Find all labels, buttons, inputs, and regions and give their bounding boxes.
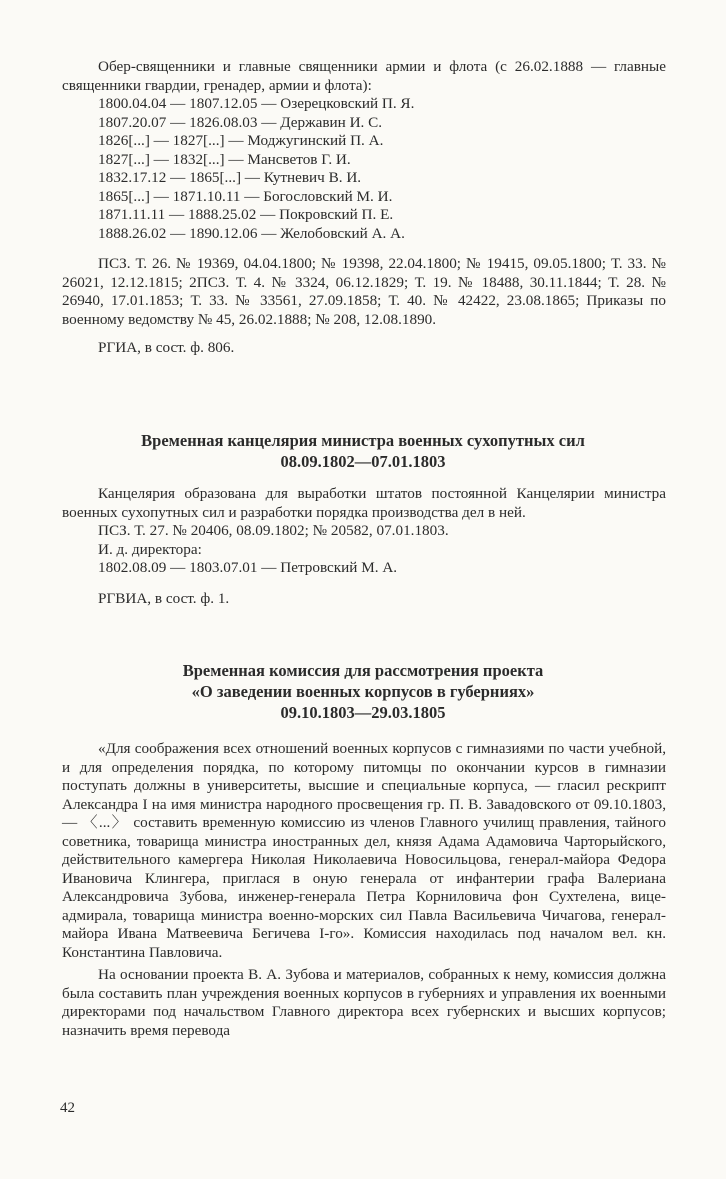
list-item: 1827[...] — 1832[...] — Мансветов Г. И. — [98, 150, 351, 168]
section1-sources: ПСЗ. Т. 26. № 19369, 04.04.1800; № 19398, 22.04.1800; № 19415, 09.05.1800; Т. 33. № 26021, 12.12.1815; 2ПСЗ. Т. 4. № 3324, 06.12.1829; Т. 19. № 18488, 30.11.1844; Т. 28. № 26940, 17.01.1853; Т. 33. № 33561, 27.09.1858; Т. 40. № 42422, 23.08.1865; Приказы по военному ведомству № 45, 26.02.1888; № 208, 12.08.1890. — [62, 255, 666, 328]
section2-role: И. д. директора: — [98, 540, 202, 558]
section2-dates: 08.09.1802—07.01.1803 — [280, 452, 446, 471]
section3-block — [62, 740, 666, 1040]
list-item: 1888.26.02 — 1890.12.06 — Желобовский А. А. — [98, 224, 405, 242]
section1-block — [62, 58, 666, 358]
section1-archive: РГИА, в сост. ф. 806. — [98, 339, 235, 356]
section3-paragraph-1: «Для соображения всех отношений военных корпусов с гимназиями по части учебной, и для определения порядка, по которому питомцы по окончании курсов в гимназии поступать должны в университеты, высшие и специальные корпуса, — гласил рескрипт Александра I на имя министра народного просвещения гр. П. В. Завадовского от 09.10.1803, — 〈...〉 составить временную комиссию из членов Главного училищ правления, тайного советника, товарища министра иностранных дел, князя Адама Адамовича Чарторыйского, действительного камергера Николая Николаевича Новосильцова, генерал-майора Федора Ивановича Клингера, приглася в оную генерала от инфантерии графа Валериана Александровича Зубова, инженер-генерала Петра Корниловича фон Сухтелена, вице-адмирала, товарища министра военно-морских сил Павла Васильевича Чичагова, генерал-майора Ивана Матвеевича Бегичева I-го». Комиссия находилась под началом вел. кн. Константина Павловича. — [62, 740, 666, 961]
section1-intro: Обер-священники и главные священники армии и флота (с 26.02.1888 — главные священники гвардии, гренадер, армии и флота): — [62, 58, 666, 94]
section2-block — [62, 485, 666, 608]
section1-entry-list — [62, 95, 666, 243]
section3-paragraph-2: На основании проекта В. А. Зубова и материалов, собранных к нему, комиссия должна была составить план учреждения военных корпусов в губерниях и управления их военными директорами под начальством Главного директора всех губернских и высших корпусов; назначить время перевода — [62, 966, 666, 1039]
section3-title-line1: Временная комиссия для рассмотрения проекта — [182, 661, 544, 680]
list-item: 1802.08.09 — 1803.07.01 — Петровский М. А. — [98, 559, 398, 576]
list-item: 1871.11.11 — 1888.25.02 — Покровский П. Е. — [98, 206, 394, 223]
section2-title: Временная канцелярия министра военных сухопутных сил — [141, 431, 585, 450]
page-number: 42 — [60, 1100, 75, 1116]
list-item: 1807.20.07 — 1826.08.03 — Державин И. С. — [98, 113, 383, 131]
list-item: 1865[...] — 1871.10.11 — Богословский М. И. — [98, 187, 393, 205]
list-item: 1800.04.04 — 1807.12.05 — Озерецковский П. Я. — [98, 95, 415, 112]
list-item: 1826[...] — 1827[...] — Моджугинский П. А. — [98, 132, 384, 149]
section3-heading — [60, 660, 666, 723]
section3-dates: 09.10.1803—29.03.1805 — [280, 703, 446, 722]
section3-title-line2: «О заведении военных корпусов в губерниях» — [191, 682, 535, 701]
list-item: 1832.17.12 — 1865[...] — Кутневич В. И. — [98, 169, 362, 186]
section2-heading — [60, 430, 666, 472]
section2-archive: РГВИА, в сост. ф. 1. — [98, 589, 230, 607]
section2-sources: ПСЗ. Т. 27. № 20406, 08.09.1802; № 20582, 07.01.1803. — [98, 522, 449, 539]
section2-body: Канцелярия образована для выработки штатов постоянной Канцелярии министра военных сухопутных сил и разработки порядка производства дел в ней. — [62, 485, 666, 521]
